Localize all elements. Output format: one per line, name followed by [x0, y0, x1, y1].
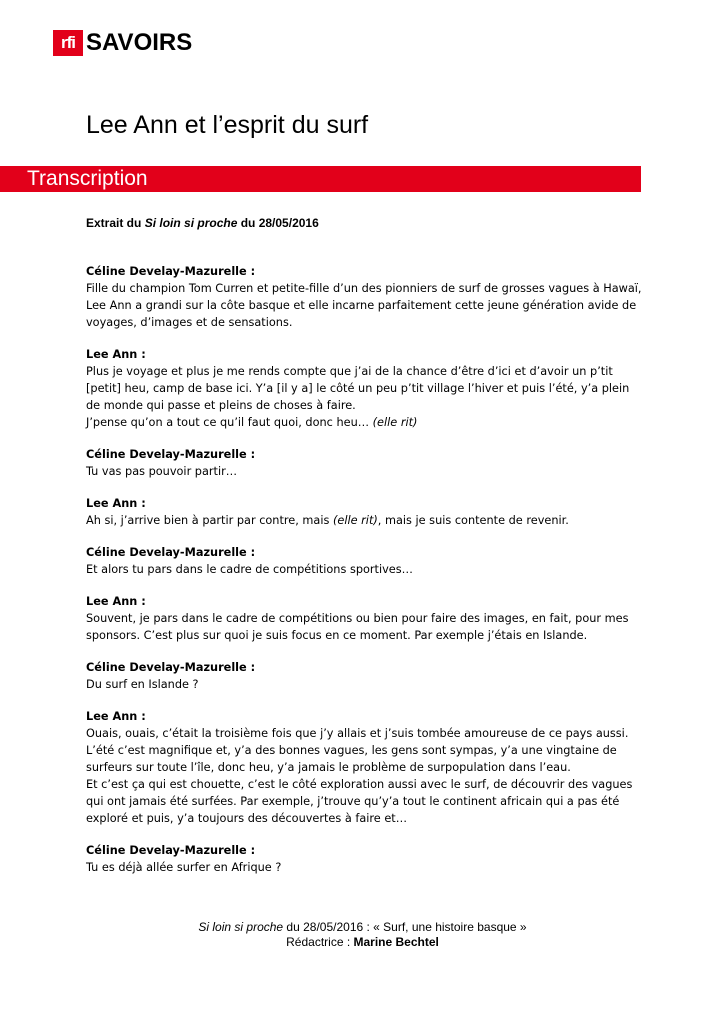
dialogue-text-part: J’pense qu’on a tout ce qu’il faut quoi, donc heu… — [86, 416, 373, 429]
dialogue-text: Fille du champion Tom Curren et petite-fille d’un des pionniers de surf de grosses vagues à Hawaï, Lee Ann a grandi sur la côte basque et elle incarne parfaitement cette jeune génération avide de voyages, d’images et de sensations. — [86, 282, 642, 329]
page-footer — [0, 920, 725, 950]
rfi-logo-mark: rfi — [53, 30, 83, 56]
speaker-label: Céline Develay-Mazurelle : — [86, 448, 256, 461]
speaker-label: Céline Develay-Mazurelle : — [86, 661, 256, 674]
transcript-body — [86, 263, 646, 891]
footer-editor-name: Marine Bechtel — [353, 935, 439, 949]
footer-show: Si loin si proche — [198, 920, 284, 934]
dialogue-text: Tu vas pas pouvoir partir… — [86, 465, 238, 478]
speaker-label: Lee Ann : — [86, 348, 146, 361]
dialogue-text-part: Ah si, j’arrive bien à partir par contre, mais — [86, 514, 333, 527]
dialogue-block — [86, 659, 646, 693]
dialogue-text: Tu es déjà allée surfer en Afrique ? — [86, 861, 282, 874]
dialogue-text-part: , mais je suis contente de revenir. — [377, 514, 569, 527]
dialogue-text: Ouais, ouais, c’était la troisième fois que j’y allais et j’suis tombée amoureuse de ce pays aussi. L’été c’est magnifique et, y’a des bonnes vagues, les gens sont sympas, y’a une vingtaine de surfeurs sur toute l’île, donc heu, y’a jamais le problème de surpopulation dans l’eau. — [86, 727, 629, 774]
dialogue-block — [86, 495, 646, 529]
extract-show: Si loin si proche — [144, 216, 238, 230]
speaker-label: Céline Develay-Mazurelle : — [86, 844, 256, 857]
dialogue-block — [86, 263, 646, 331]
dialogue-text: Du surf en Islande ? — [86, 678, 199, 691]
footer-editor-line — [0, 935, 725, 950]
dialogue-text: Et alors tu pars dans le cadre de compétitions sportives… — [86, 563, 413, 576]
dialogue-text — [86, 512, 646, 529]
section-band — [0, 166, 641, 192]
speaker-label: Lee Ann : — [86, 497, 146, 510]
stage-direction: (elle rit) — [372, 416, 418, 429]
footer-rest: du 28/05/2016 : « Surf, une histoire basque » — [283, 920, 527, 934]
section-band-label: Transcription — [27, 167, 148, 190]
footer-editor-label: Rédactrice : — [286, 935, 354, 949]
document-title: Lee Ann et l’esprit du surf — [86, 111, 369, 139]
dialogue-block — [86, 446, 646, 480]
extract-suffix: du 28/05/2016 — [237, 216, 319, 230]
extract-line — [86, 215, 319, 231]
dialogue-block — [86, 708, 646, 827]
footer-source-line — [0, 920, 725, 935]
dialogue-text: Souvent, je pars dans le cadre de compétitions ou bien pour faire des images, en fait, pour mes sponsors. C’est plus sur quoi je suis focus en ce moment. Par exemple j’étais en Islande. — [86, 612, 629, 642]
dialogue-block — [86, 544, 646, 578]
extract-prefix: Extrait du — [86, 216, 145, 230]
speaker-label: Lee Ann : — [86, 595, 146, 608]
rfi-savoirs-logo — [53, 30, 192, 56]
speaker-label: Lee Ann : — [86, 710, 146, 723]
speaker-label: Céline Develay-Mazurelle : — [86, 546, 256, 559]
dialogue-block — [86, 842, 646, 876]
savoirs-logo-text: SAVOIRS — [86, 29, 193, 56]
dialogue-text: Et c’est ça qui est chouette, c’est le côté exploration aussi avec le surf, de découvrir des vagues qui ont jamais été surfées. Par exemple, j’trouve qu’y’a tout le continent africain qui a pas été exploré et puis, y’a toujours des découvertes à faire et… — [86, 778, 633, 825]
speaker-label: Céline Develay-Mazurelle : — [86, 265, 256, 278]
dialogue-text: Plus je voyage et plus je me rends compte que j’ai de la chance d’être d’ici et d’avoir un p’tit [petit] heu, camp de base ici. Y’a [il y a] le côté un peu p’tit village l’hiver et puis l’été, y’a plein de monde qui passe et pleins de choses à faire. — [86, 365, 630, 412]
dialogue-block — [86, 593, 646, 644]
dialogue-block — [86, 346, 646, 431]
dialogue-text — [86, 414, 646, 431]
stage-direction: (elle rit) — [332, 514, 378, 527]
